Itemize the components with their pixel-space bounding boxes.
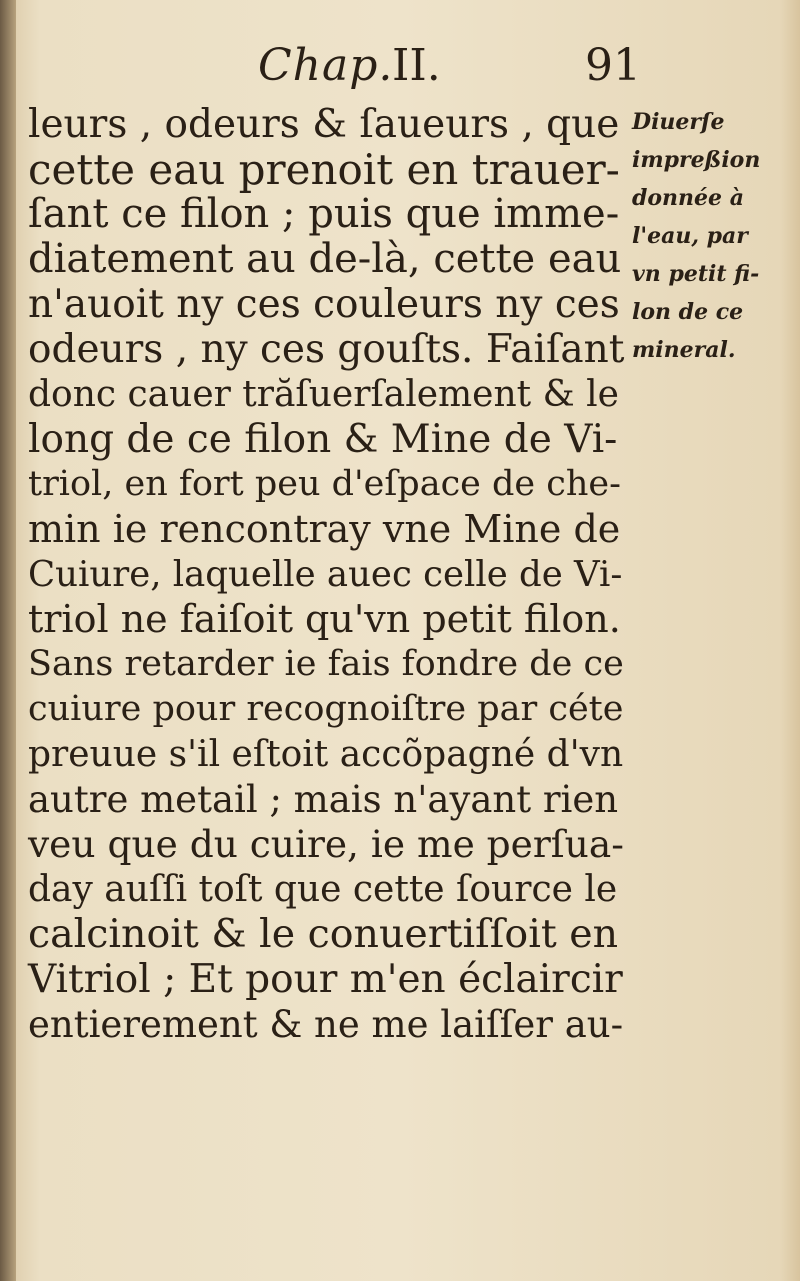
text-line: calcinoit & le conuertiſſoit en xyxy=(28,911,619,957)
text-line: veu que du cuire, ie me perſua- xyxy=(28,822,624,866)
text-line: Sans retarder ie fais fondre de ce xyxy=(28,644,624,684)
text-line: day auſſi toſt que cette ſource le xyxy=(28,869,618,910)
margin-note-line: vn petit fi- xyxy=(632,261,760,287)
text-line: odeurs , ny ces gouſts. Faiſant xyxy=(28,327,625,372)
margin-note-line: lon de ce xyxy=(632,299,744,325)
text-line: triol, en fort peu d'eſpace de che- xyxy=(28,464,621,504)
margin-note-line: impreßion xyxy=(632,147,761,173)
text-line: Cuiure, laquelle auec celle de Vi- xyxy=(28,554,623,595)
text-line: entierement & ne me laiſſer au- xyxy=(28,1003,624,1046)
text-line: donc cauer trăſuerſalement & le xyxy=(28,374,619,415)
text-line: cuiure pour recognoiſtre par céte xyxy=(28,689,624,729)
text-line: triol ne faiſoit qu'vn petit filon. xyxy=(28,597,621,641)
text-line: Vitriol ; Et pour m'en éclaircir xyxy=(28,957,623,1002)
text-line: n'auoit ny ces couleurs ny ces xyxy=(28,282,620,327)
text-line: autre metail ; mais n'ayant rien xyxy=(28,778,619,821)
text-line: cette eau prenoit en trauer- xyxy=(28,145,620,194)
chapter-label: Chap. xyxy=(258,40,394,91)
text-line: long de ce filon & Mine de Vi- xyxy=(28,417,618,462)
body-text xyxy=(28,102,628,1047)
margin-note-line: l'eau, par xyxy=(632,223,748,249)
margin-note-line: mineral. xyxy=(632,337,736,363)
margin-note-line: donnée à xyxy=(632,185,744,211)
page-number: 91 xyxy=(585,40,641,91)
text-line: leurs , odeurs & ſaueurs , que xyxy=(28,102,620,147)
margin-note xyxy=(632,103,792,369)
text-line: preuue s'il eſtoit accõpagné d'vn xyxy=(28,734,624,775)
margin-note-line: Diuerſe xyxy=(632,109,725,135)
text-line: ſant ce filon ; puis que imme- xyxy=(28,191,620,237)
running-header xyxy=(0,40,800,100)
chapter-number: II. xyxy=(392,40,441,91)
binding-gutter xyxy=(0,0,16,1281)
text-line: diatement au de-là, cette eau xyxy=(28,236,622,282)
text-line: min ie rencontray vne Mine de xyxy=(28,507,621,551)
